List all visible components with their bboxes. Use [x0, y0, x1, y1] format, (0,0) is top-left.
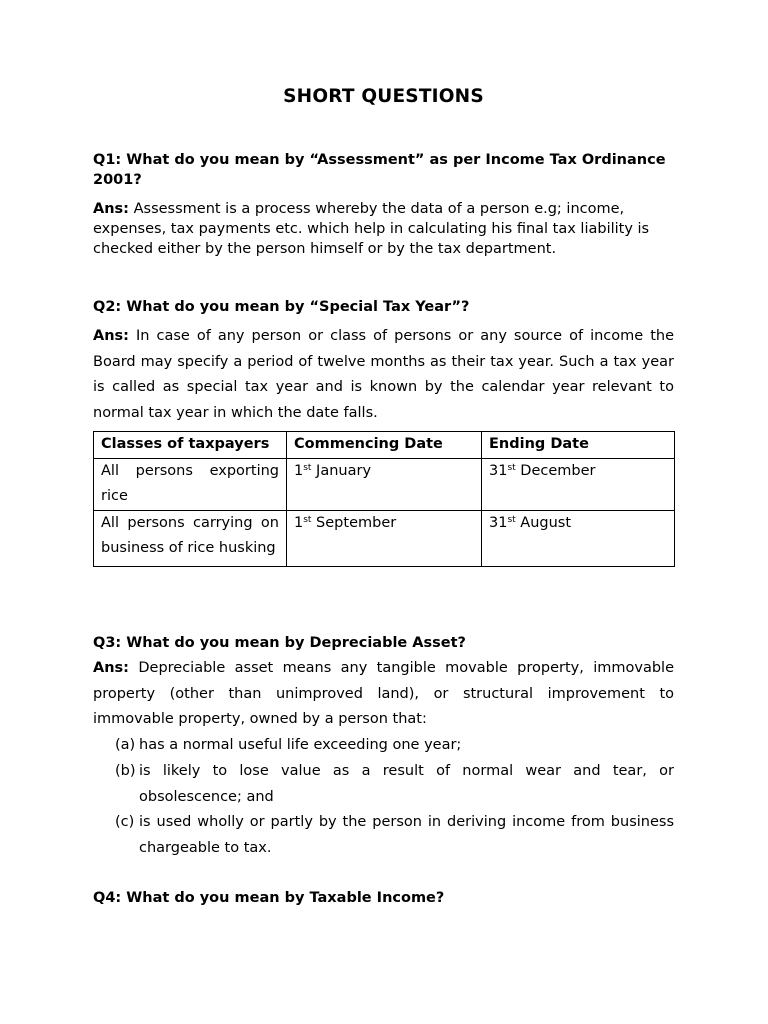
date-month: September [311, 514, 397, 531]
table-cell-ending [482, 458, 675, 510]
date-day: 1 [294, 462, 304, 479]
list-item-text: has a normal useful life exceeding one year; [139, 737, 462, 754]
table-cell-class: All persons exporting rice [94, 458, 287, 510]
special-tax-year-table [93, 431, 675, 567]
list-item-text: is used wholly or partly by the person in deriving income from business chargeable to tax. [139, 814, 674, 856]
answer-label: Ans: [93, 660, 129, 676]
table-header-cell: Classes of taxpayers [94, 432, 287, 459]
question-2: Q2: What do you mean by “Special Tax Year”? [93, 299, 470, 315]
date-day: 31 [489, 462, 508, 479]
answer-label: Ans: [93, 201, 129, 217]
date-suffix: st [507, 462, 516, 473]
table-header-cell: Commencing Date [287, 432, 482, 459]
date-month: January [311, 462, 372, 479]
table-row [94, 510, 675, 566]
answer-1-text: Assessment is a process whereby the data of a person e.g; income, expenses, tax payments etc. which help in calculating his final tax liability is checked either by the person himself or by the tax department. [93, 201, 650, 257]
answer-1 [93, 199, 674, 259]
list-marker: (c) [115, 814, 135, 831]
list-marker: (a) [115, 737, 136, 754]
date-day: 31 [489, 514, 508, 531]
table-header-row [94, 432, 675, 459]
page-title: SHORT QUESTIONS [283, 86, 484, 107]
date-suffix: st [507, 514, 516, 525]
table-cell-ending [482, 510, 675, 566]
table-cell-commencing [287, 458, 482, 510]
answer-3-text: Depreciable asset means any tangible movable property, immovable property (other than unimproved land), or structural improvement to immovable property, owned by a person that: [93, 660, 674, 728]
list-item [93, 733, 674, 759]
answer-label: Ans: [93, 328, 129, 344]
answer-3 [93, 656, 674, 862]
list-item [93, 810, 674, 861]
table-row [94, 458, 675, 510]
table-cell-class: All persons carrying on business of rice husking [94, 510, 287, 566]
date-day: 1 [294, 514, 304, 531]
criteria-list [93, 733, 674, 862]
date-month: August [515, 514, 572, 531]
question-1: Q1: What do you mean by “Assessment” as per Income Tax Ordinance 2001? [93, 152, 666, 188]
table-header-cell: Ending Date [482, 432, 675, 459]
answer-3-intro [93, 656, 674, 733]
table-cell-commencing [287, 510, 482, 566]
answer-2-text: In case of any person or class of persons or any source of income the Board may specify a period of twelve months as their tax year. Such a tax year is called as special tax year and is known by the calendar year relevant to normal tax year in which the date falls. [93, 328, 675, 421]
question-3: Q3: What do you mean by Depreciable Asset? [93, 635, 466, 651]
question-4: Q4: What do you mean by Taxable Income? [93, 890, 445, 906]
date-suffix: st [303, 462, 312, 473]
list-item-text: is likely to lose value as a result of normal wear and tear, or obsolescence; and [139, 762, 674, 805]
date-suffix: st [303, 514, 312, 525]
answer-2 [93, 324, 674, 426]
list-marker: (b) [115, 762, 136, 779]
list-item [93, 759, 674, 810]
date-month: December [515, 462, 596, 479]
